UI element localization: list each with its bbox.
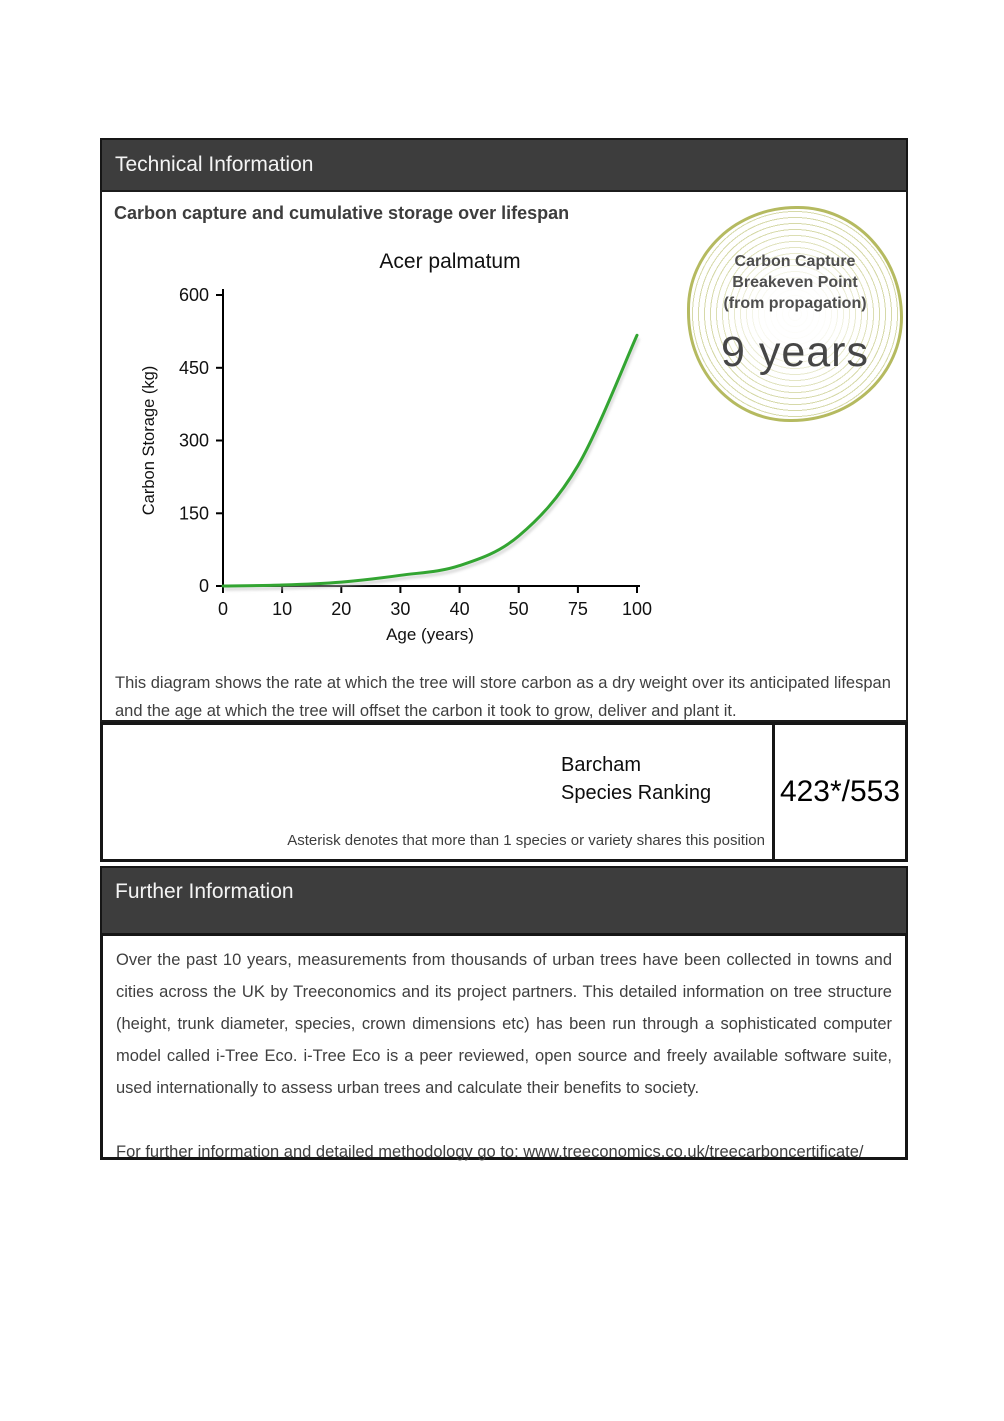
carbon-capture-chart-box bbox=[100, 190, 908, 722]
x-tick-label: 100 bbox=[621, 599, 653, 619]
species-ranking-value-cell bbox=[772, 725, 905, 859]
asterisk-footnote: Asterisk denotes that more than 1 species or variety shares this position bbox=[287, 832, 765, 849]
carbon-curve-shadow bbox=[225, 338, 639, 589]
further-information-header bbox=[100, 866, 908, 933]
further-information-title: Further Information bbox=[115, 880, 294, 903]
species-ranking-box bbox=[100, 722, 908, 862]
breakeven-badge-value: 9 years bbox=[720, 328, 869, 376]
document-column bbox=[100, 138, 908, 1160]
breakeven-badge-line2: Breakeven Point bbox=[732, 274, 858, 291]
carbon-curve bbox=[223, 335, 637, 586]
species-ranking-left-cell bbox=[103, 725, 772, 859]
x-tick-label: 0 bbox=[217, 599, 229, 619]
y-tick-label: 300 bbox=[178, 430, 209, 451]
chart-section-heading: Carbon capture and cumulative storage over lifespan bbox=[114, 203, 570, 223]
x-tick-label: 40 bbox=[449, 599, 470, 619]
x-tick-label: 30 bbox=[390, 599, 411, 619]
breakeven-badge-line1: Carbon Capture bbox=[734, 253, 856, 270]
further-information-paragraph: Over the past 10 years, measurements from thousands of urban trees have been collected in towns and cities across the UK by Treeconomics and its project partners. This detailed information on tree structure (height, trunk diameter, species, crown dimensions etc) has been run through a sophisticated computer model called i-Tree Eco. i-Tree Eco is a peer reviewed, open source and freely available software suite, used internationally to assess urban trees and calculate their benefits to society. bbox=[116, 951, 892, 1097]
y-tick-label: 0 bbox=[198, 576, 209, 596]
species-ranking-value: 423*/553 bbox=[779, 775, 901, 808]
y-tick-label: 600 bbox=[178, 285, 209, 305]
chart-xlabel: Age (years) bbox=[386, 625, 474, 644]
technical-information-header bbox=[100, 138, 908, 190]
species-ranking-label-line1: Barcham bbox=[561, 754, 642, 776]
x-tick-label: 10 bbox=[272, 599, 293, 619]
chart-title: Acer palmatum bbox=[379, 250, 521, 273]
y-tick-label: 150 bbox=[178, 503, 209, 524]
chart-description: This diagram shows the rate at which the tree will store carbon as a dry weight over its anticipated lifespan and the age at which the tree will offset the carbon it took to grow, deliver and plant it. bbox=[115, 674, 891, 720]
tree-rings-breakeven-badge bbox=[687, 206, 903, 422]
x-tick-label: 20 bbox=[331, 599, 352, 619]
x-tick-label: 50 bbox=[508, 599, 529, 619]
further-information-box bbox=[100, 933, 908, 1160]
y-tick-label: 450 bbox=[178, 357, 209, 378]
species-ranking-label bbox=[561, 751, 711, 807]
species-ranking-label-line2: Species Ranking bbox=[561, 782, 712, 804]
further-information-link-line: For further information and detailed methodology go to: www.treeconomics.co.uk/treecarboncertificate/ bbox=[116, 1143, 864, 1161]
technical-information-title: Technical Information bbox=[115, 153, 314, 176]
x-tick-label: 75 bbox=[567, 599, 588, 619]
breakeven-badge-line3: (from propagation) bbox=[723, 295, 867, 312]
chart-ylabel: Carbon Storage (kg) bbox=[140, 365, 158, 516]
